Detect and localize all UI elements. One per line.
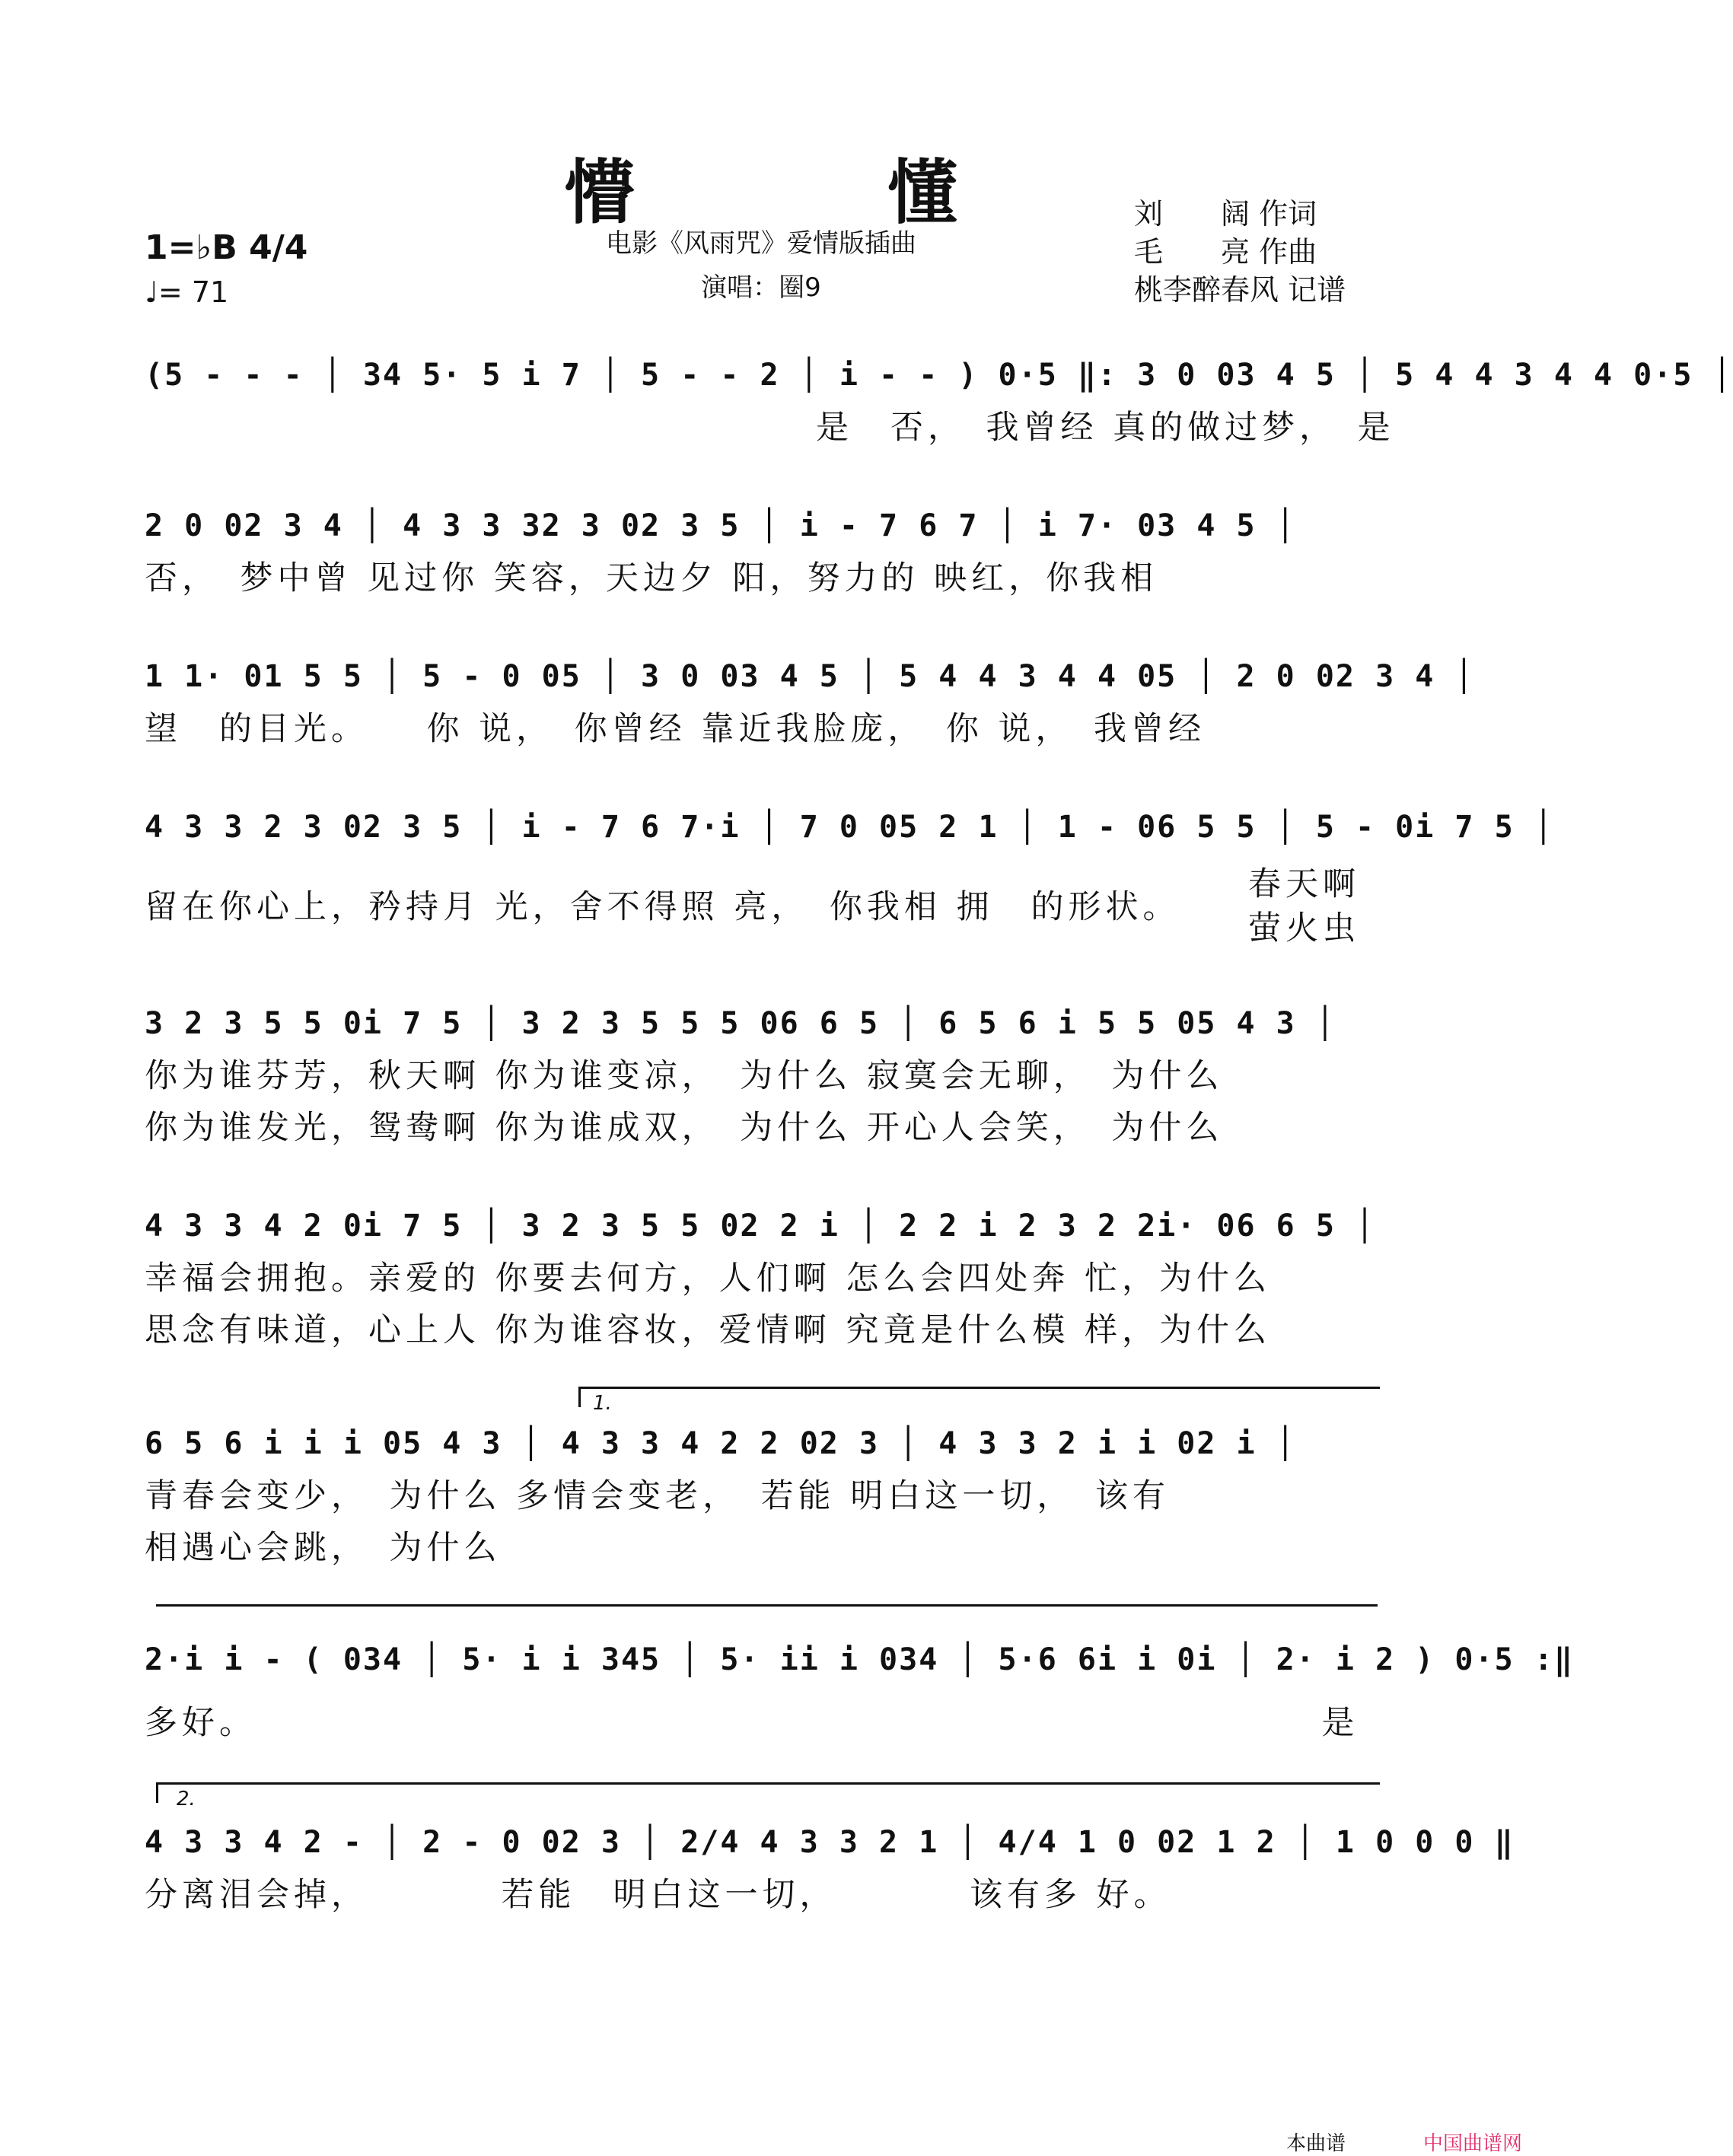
song-subtitle: 电影《风雨咒》爱情版插曲 <box>606 228 916 259</box>
notation-line-2: 2 0 02 3 4 │ 4 3 3 32 3 02 3 5 │ i - 7 6 7 │ i 7· 03 4 5 │ <box>145 508 1296 543</box>
notation-line-8: 2·i i - ( 034 │ 5· i i 345 │ 5· ii i 034 │ 5·6 6i i 0i │ 2· i 2 ) 0·5 :‖ <box>145 1642 1574 1677</box>
notation-line-3: 1 1· 01 5 5 │ 5 - 0 05 │ 3 0 03 4 5 │ 5 4 4 3 4 4 05 │ 2 0 02 3 4 │ <box>145 659 1475 694</box>
lyric-line-5b: 你为谁发光，鸳鸯啊 你为谁成双， 为什么 开心人会笑， 为什么 <box>145 1109 1224 1147</box>
lyric-line-7b: 相遇心会跳， 为什么 <box>145 1529 502 1567</box>
transcriber-credit: 桃李醉春风 记谱 <box>1134 273 1346 307</box>
first-ending-bracket <box>578 1387 1380 1415</box>
lyric-line-8: 多好。 是 <box>145 1704 1359 1742</box>
notation-line-1: (5 - - - │ 34 5· 5 i 7 │ 5 - - 2 │ i - - ) 0·5 ‖: 3 0 03 4 5 │ 5 4 4 3 4 4 0·5 │ <box>145 358 1733 393</box>
first-ending-label: 1. <box>593 1392 612 1415</box>
notation-line-9: 4 3 3 4 2 - │ 2 - 0 02 3 │ 2/4 4 3 3 2 1 │ 4/4 1 0 02 1 2 │ 1 0 0 0 ‖ <box>145 1825 1515 1860</box>
lyricist-credit: 刘 阔 作词 <box>1134 197 1317 231</box>
key-signature: 1=♭B 4/4 <box>145 228 308 267</box>
notation-line-5: 3 2 3 5 5 0i 7 5 │ 3 2 3 5 5 5 06 6 5 │ 6 5 6 i 5 5 05 4 3 │ <box>145 1006 1336 1041</box>
verse-aside-1: 春天啊 <box>1248 865 1360 903</box>
song-title: 懵 懂 <box>564 151 1072 234</box>
lyric-line-9: 分离泪会掉， 若能 明白这一切， 该有多 好。 <box>145 1876 1171 1914</box>
second-ending-bracket <box>156 1782 1380 1810</box>
composer-credit: 毛 亮 作曲 <box>1134 235 1317 269</box>
second-ending-label: 2. <box>177 1788 196 1810</box>
singer-credit: 演唱：圈9 <box>701 272 821 303</box>
lyric-line-6a: 幸福会拥抱。亲爱的 你要去何方，人们啊 怎么会四处奔 忙，为什么 <box>145 1260 1272 1298</box>
lyric-line-3: 望 的目光。 你 说， 你曾经 靠近我脸庞， 你 说， 我曾经 <box>145 710 1206 748</box>
footer-watermark-left: 本曲谱 <box>1286 2132 1346 2155</box>
lyric-line-1: 是 否， 我曾经 真的做过梦， 是 <box>145 409 1395 447</box>
notation-line-4: 4 3 3 2 3 02 3 5 │ i - 7 6 7·i │ 7 0 05 2 1 │ 1 - 06 5 5 │ 5 - 0i 7 5 │ <box>145 810 1554 845</box>
first-ending-continuation <box>156 1604 1378 1607</box>
lyric-line-5a: 你为谁芬芳，秋天啊 你为谁变凉， 为什么 寂寞会无聊， 为什么 <box>145 1057 1224 1095</box>
lyric-line-4: 留在你心上，矜持月 光，舍不得照 亮， 你我相 拥 的形状。 <box>145 888 1180 926</box>
lyric-line-7a: 青春会变少， 为什么 多情会变老， 若能 明白这一切， 该有 <box>145 1477 1170 1515</box>
notation-line-6: 4 3 3 4 2 0i 7 5 │ 3 2 3 5 5 02 2 i │ 2 2 i 2 3 2 2i· 06 6 5 │ <box>145 1209 1376 1244</box>
verse-aside-2: 萤火虫 <box>1248 909 1360 947</box>
lyric-line-6b: 思念有味道，心上人 你为谁容妆，爱情啊 究竟是什么模 样，为什么 <box>145 1311 1272 1349</box>
footer-watermark-right: 中国曲谱网 <box>1423 2132 1523 2155</box>
notation-line-7: 6 5 6 i i i 05 4 3 │ 4 3 3 4 2 2 02 3 │ 4 3 3 2 i i 02 i │ <box>145 1426 1296 1461</box>
lyric-line-2: 否， 梦中曾 见过你 笑容，天边夕 阳，努力的 映红，你我相 <box>145 559 1158 597</box>
tempo-marking: ♩= 71 <box>145 275 229 309</box>
